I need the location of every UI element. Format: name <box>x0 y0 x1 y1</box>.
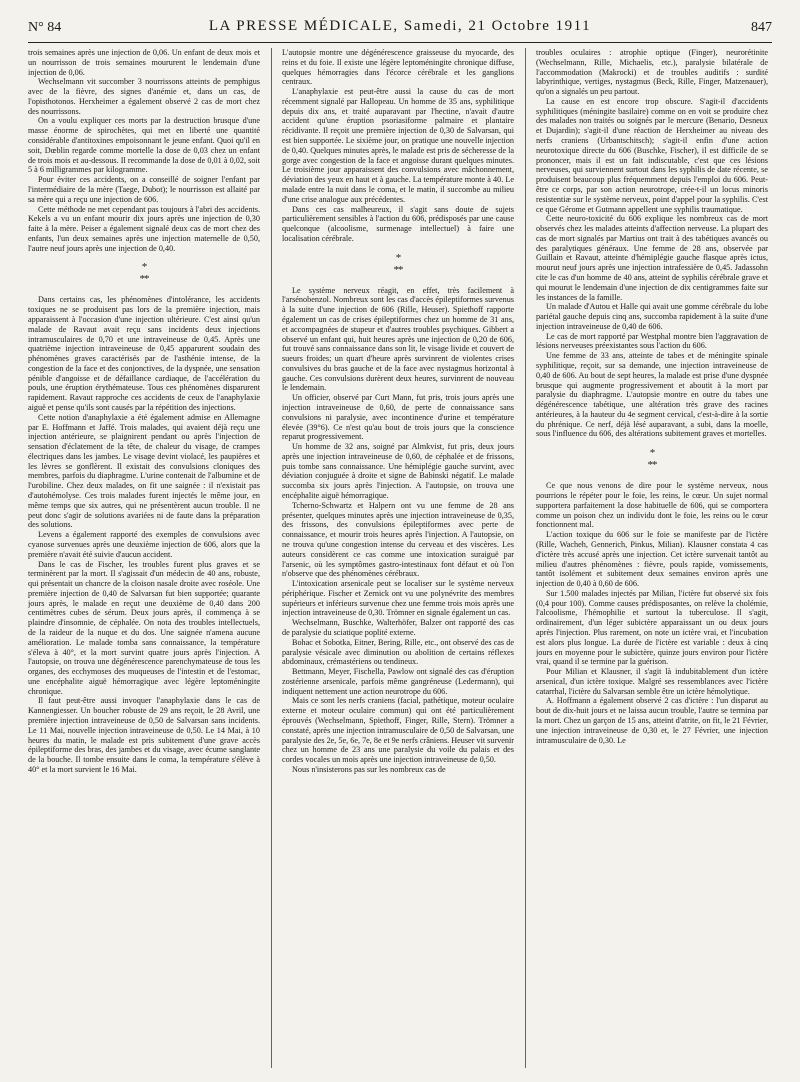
article-paragraph: Dans certains cas, les phénomènes d'intolérance, les accidents toxiques ne se produisent pas lors de la première injection, mais apparaissent à l'occasion d'une injection ultérieure. C'est ainsi qu'un malade de Ravaut avait reçu sans incidents deux injections intramusculaires de 0,70 et une intraveineuse de 0,45. Après une quatrième injection intraveineuse de 0,45 apparurent soudain des phénomènes graves caractérisés par de l'asthénie intense, de la congestion de la face et des conjonctives, de la dyspnée, une sensation pénible d'angoisse et de défaillance cardiaque, de l'accélération du pouls, une éruption érythémateuse. Tous ces phénomènes disparurent rapidement. Ravaut rapproche ces accidents de ceux de l'anaphylaxie aiguë et pense qu'ils sont causés par la répétition des injections. <box>28 295 260 412</box>
article-paragraph: Wechselmann vit succomber 3 nourrissons atteints de pemphigus avec de la fièvre, des signes d'anémie et, dans un cas, de l'opisthotonos. Herxheimer a également observé 2 cas de mort chez des nourrissons. <box>28 77 260 116</box>
article-paragraph: Mais ce sont les nerfs craniens (facial, pathétique, moteur oculaire externe et moteur oculaire commun) qui ont été particulièrement éprouvés (Wechselmann, Spiethoff, Finger, Rille, Stern). Trömner a constaté, après une injection intramusculaire de 0,50 de Salvarsan, une paralysie des 2e, 5e, 6e, 7e, 8e et 9e nerfs crâniens. Heuser vit survenir chez un homme de 23 ans une paralysie du voile du palais et des cordes vocales un mois après une injection intraveineuse de 0,50. <box>282 696 514 765</box>
asterisk-mark: * <box>141 261 147 274</box>
text-column-2 <box>282 48 514 1068</box>
article-paragraph: L'anaphylaxie est peut-être aussi la cause du cas de mort récemment signalé par Hallopeau. Un homme de 35 ans, syphilitique depuis dix ans, et traité auparavant par l'hectine, n'avait d'autre accident qu'une éruption psoriasiforme palmaire et plantaire récidivante. Il reçoit une première injection de 0,30 de Salvarsan, qui est bien supportée. Le sixième jour, on pratique une nouvelle injection de 0,40. Quelques minutes après, le malade est pris de sécheresse de la gorge avec congestion de la face et angoisse durant quelques minutes. Le troisième jour apparaissent des convulsions avec mâchonnement, déviation des yeux en haut et à gauche. La température monte à 40. Le malade entre la nuit dans le coma, et le matin, il succombe au milieu d'une crise analogue aux précédentes. <box>282 87 514 204</box>
article-paragraph: L'action toxique du 606 sur le foie se manifeste par de l'ictère (Rille, Wacheh, Gennerich, Pinkus, Milian). Klausner constata 4 cas d'ictère très accusé après une injection. Cet ictère survenait tantôt au milieu d'autres phénomènes : fièvre, pouls rapide, vomissements, tantôt isolément et subitement deux semaines environ après une injection de 0,40 à 0,60 de 606. <box>536 530 768 589</box>
article-paragraph: L'autopsie montre une dégénérescence graisseuse du myocarde, des reins et du foie. Il existe une légère leptoméningite chronique diffuse, quelques hémorragies dans l'écorce cérébrale et les ganglions centraux. <box>282 48 514 87</box>
article-paragraph: Un homme de 32 ans, soigné par Almkvist, fut pris, deux jours après une injection intraveineuse de 0,60, de céphalée et de frissons, puis tombe sans connaissance. Une hémiplégie gauche survint, avec déviation conjuguée à droite et signe de Babinski négatif. Le malade succomba six jours après l'injection. A l'autopsie, on trouva une encéphalite aiguë hémorragique. <box>282 442 514 501</box>
article-paragraph: Dans le cas de Fischer, les troubles furent plus graves et se terminèrent par la mort. Il s'agissait d'un médecin de 40 ans, robuste, qui présentait un chancre de la cloison nasale droite avec roséole. Une première injection de 0,40 de Salvarsan fut bien supportée; quarante jours après, le malade en reçut une deuxième de 0,40 dans 200 centimètres cubes de sérum. Deux jours après, il commença à se plaindre d'insomnie, de céphalée. On nota des troubles intellectuels, de la raideur de la nuque et du dos. Une saignée n'amena aucune amélioration. Le malade tomba sans connaissance, la température s'éleva à 40°, et la mort survint quatre jours après l'injection. A l'autopsie, on trouva une dégénérescence parenchymateuse de tous les organes, des ecchymoses des muqueuses de l'intestin et de l'estomac, une encéphalite aiguë hémorragique avec légère leptoméningite chronique. <box>28 559 260 696</box>
article-paragraph: Le cas de mort rapporté par Westphal montre bien l'aggravation de lésions nerveuses préexistantes sous l'action du 606. <box>536 331 768 351</box>
text-column-3 <box>536 48 768 1068</box>
article-paragraph: Cette notion d'anaphylaxie a été également admise en Allemagne par E. Hoffmann et Jaffé. Trois malades, qui avaient déjà reçu une injection antérieure, se plaignirent pendant ou après l'injection de sensation d'éclatement de la tête, de chaleur du visage, de crampes électriques dans les jambes. Le visage devint violacé, les paupières et les lèvres se gonflèrent. Il existait des convulsions cloniques des membres, parfois du diaphragme. L'urine contenait de l'albumine et de l'urobiline. Chez deux malades, on fit une saignée : il n'existait pas d'autohémolyse. Ces trois malades furent injectés le même jour, en même temps que six autres, qui ne présentèrent aucun trouble. Il ne peut donc s'agir de solutions avariées ni de faute dans la préparation des solutions. <box>28 412 260 530</box>
asterisk-mark: ** <box>647 459 657 472</box>
article-paragraph: Sur 1.500 malades injectés par Milian, l'ictère fut observé six fois (0,4 pour 100). Comme causes prédisposantes, on relève la cholémie, l'alcoolisme, l'hémophilie et surtout la tuberculose. Il s'agit, ordinairement, d'un léger subictère apparaissant un ou deux jours après l'injection. Plus rarement, on note un ictère vrai, et l'incubation est alors plus longue. La durée de l'ictère est variable : deux à cinq jours en moyenne pour le subictère, quinze jours environ pour l'ictère vrai, quand il se termine par la guérison. <box>536 588 768 667</box>
asterisk-mark: * <box>395 251 401 264</box>
column-divider <box>271 48 272 1068</box>
article-paragraph: Un officier, observé par Curt Mann, fut pris, trois jours après une injection intraveineuse de 0,60, de perte de connaissance sans convulsions ni paralysie, avec incontinence d'urine et température élevée (39°6). Ce n'est qu'au bout de trois jours que la conscience reparut progressivement. <box>282 393 514 442</box>
issue-number: N° 84 <box>28 20 62 35</box>
page-header <box>28 18 772 42</box>
article-paragraph: A. Hoffmann a également observé 2 cas d'ictère : l'un disparut au bout de dix-huit jours et ne laissa aucun trouble, l'autre se termina par la mort. Chez un garçon de 15 ans, atteint d'atrite, on fit, le 21 Février, une injection intraveineuse de 0,30 et, le 27 Février, une injection intramusculaire de 0,30. Le <box>536 696 768 745</box>
article-paragraph: Tcherno-Schwartz et Halpern ont vu une femme de 28 ans présenter, quelques minutes après une injection intraveineuse de 0,35, des frissons, des convulsions épileptiformes avec perte de connaissance, et mourir trois heures après l'injection. A l'autopsie, on ne trouva qu'une congestion intense du cerveau et des viscères. Les auteurs considèrent ce cas comme une intoxication suraiguë par l'arsenic, où les symptômes gastro-intestinaux font défaut et où l'on n'observe que des phénomènes cérébraux. <box>282 500 514 579</box>
newspaper-page <box>28 18 772 1070</box>
article-paragraph: Bettmann, Meyer, Fischella, Pawlow ont signalé des cas d'éruption zostérienne arsenicale, parfois même gangréneuse (Ledermann), qui indiquent nettement une action neurotrope du 606. <box>282 667 514 696</box>
header-rule <box>28 42 772 43</box>
asterisk-mark: ** <box>139 273 149 286</box>
article-paragraph: Cette neuro-toxicité du 606 explique les nombreux cas de mort observés chez les malades atteints d'affection nerveuse. La plupart des cas de mort signalés par Martius ont trait à des tabétiques avancés ou des paralytiques généraux. Une femme de 28 ans, observée par Guillain et Ravaut, atteinte d'hémiplégie gauche flasque après ictus, mourut neuf jours après une injection intrafessière de 0,45. Jadassohn cite le cas d'un homme de 40 ans, atteint de syphilis cérébrale grave et qui mourut le lendemain d'une injection de dix centigrammes faite sur les instances de la famille. <box>536 214 768 302</box>
column-divider <box>525 48 526 1068</box>
section-separator-asterisks <box>28 261 260 285</box>
article-paragraph: Cette méthode ne met cependant pas toujours à l'abri des accidents. Kekels a vu un enfant mourir dix jours après une injection de 0,30 faite à la mère. Peiser a également signalé deux cas de mort chez des enfants, l'un deux semaines après une injection maternelle de 0,50, l'autre neuf jours après une injection de 0,40. <box>28 204 260 253</box>
article-paragraph: Bohac et Sobotka, Eitner, Bering, Rille, etc., ont observé des cas de paralysie vésicale avec diminution ou abolition de certains réflexes abdominaux, crémastériens ou tendineux. <box>282 637 514 667</box>
article-paragraph: Nous n'insisterons pas sur les nombreux cas de <box>292 764 446 774</box>
page-number: 847 <box>751 20 772 35</box>
section-separator-asterisks <box>282 252 514 276</box>
article-paragraph: L'intoxication arsenicale peut se localiser sur le système nerveux périphérique. Fischer et Zernick ont vu une polynévrite des membres supérieurs et inférieurs survenue chez une femme trois mois après une injection intraveineuse de 0,30. Trömner en signale également un cas. <box>282 579 514 618</box>
article-paragraph: La cause en est encore trop obscure. S'agit-il d'accidents syphilitiques (méningite basilaire) comme on en voit se produire chez des malades non traités ou soignés par le mercure (Benario, Desneux et Dujardin); s'agit-il d'une réaction de Herxheimer au niveau des nerfs craniens (Urbantschitsch); s'agit-il enfin d'une action neurotoxique directe du 606 (Buschke, Fischer), il est difficile de se prononcer, mais il est un fait indiscutable, c'est que ces lésions nerveuses, qui surviennent surtout dans les syphilis de date récente, se produisent beaucoup plus fréquemment depuis l'emploi du 606. Peut-être ce corps, par son action neurotrope, crée-t-il un locus minoris resistentiæ sur le système nerveux, point d'appel pour la syphilis. C'est ce que Gérome et Gutmann appellent une syphilis traumatique. <box>536 96 768 214</box>
section-separator-asterisks <box>536 447 768 471</box>
article-paragraph: On a voulu expliquer ces morts par la destruction brusque d'une masse énorme de spirochètes, qui met en liberté une quantité considérable d'antitoxines empoisonnant le jeune enfant. Quoi qu'il en soit, Dœblin regarde comme mortelle la dose de 0,03 chez un enfant de trois mois et au-dessous. Il recommande la dose de 0,01 à 0,02, soit 5 à 6 milligrammes par kilogramme. <box>28 116 260 175</box>
article-paragraph: Un malade d'Autou et Halle qui avait une gomme cérébrale du lobe pariétal gauche depuis cinq ans, succomba rapidement à la suite d'une injection intraveineuse de 0,40 de 606. <box>536 302 768 331</box>
article-paragraph: Pour Milian et Klausner, il s'agit là indubitablement d'un ictère arsenical, d'un ictère toxique. Malgré ses ressemblances avec l'ictère catarrhal, l'ictère du Salvarsan semble être un ictère hémolytique. <box>536 667 768 696</box>
article-paragraph: Ce que nous venons de dire pour le système nerveux, nous pourrions le répéter pour le foie, les reins, le cœur. Un sujet normal supportera parfaitement la dose habituelle de 606, qui se comportera comme un poison chez un individu dont le foie, les reins ou le cœur fonctionnent mal. <box>536 481 768 530</box>
article-paragraph: trois semaines après une injection de 0,06. Un enfant de deux mois et un nourrisson de trois semaines moururent le lendemain d'une injection de 0,06. <box>28 48 260 77</box>
article-paragraph: Levens a également rapporté des exemples de convulsions avec cyanose survenues après une deuxième injection de 606, alors que la première n'avait été suivie d'aucun accident. <box>28 530 260 559</box>
article-paragraph: Pour éviter ces accidents, on a conseillé de soigner l'enfant par l'intermédiaire de la mère (Taege, Dubot); le nourrisson est allaité par sa mère qui a reçu une injection de 606. <box>28 175 260 204</box>
publication-title: LA PRESSE MÉDICALE, Samedi, 21 Octobre 1911 <box>208 18 592 34</box>
article-paragraph: Dans ces cas malheureux, il s'agit sans doute de sujets particulièrement sensibles à l'action du 606, prédisposés par une cause quelconque (alcoolisme, surmenage intellectuel) à faire une localisation cérébrale. <box>282 204 514 243</box>
article-paragraph: Le système nerveux réagit, en effet, très facilement à l'arsénobenzol. Nombreux sont les cas d'accès épileptiformes survenus à la suite d'une injection de 606 (Rille, Heuser). Spiethoff rapporte également un cas de crises épileptiformes chez un homme de 31 ans, et accompagnées de stupeur et d'autres troubles psychiques. Gibbert a observé un enfant qui, huit heures après une injection de 0,20 de 606, fut trouvé sans connaissance dans son lit, le visage livide et couvert de sueurs froides; un quart d'heure après survinrent de violentes crises convulsives du bras gauche et de la face avec nystagmus horizontal à gauche. Ces convulsions durèrent deux heures, survinrent de nouveau le lendemain. <box>282 285 514 393</box>
text-column-1 <box>28 48 260 1068</box>
article-paragraph: Une femme de 33 ans, atteinte de tabes et de méningite spinale syphilitique, reçoit, sur sa demande, une injection intraveineuse de 0,40 de 606. Au bout de sept heures, la malade est prise d'une dyspnée brusque qui augmente progressivement et aboutit à la mort par paralysie du diaphragme. L'autopsie montre en outre du tabes une dégénérescence tabétique, une altération très grave des racines antérieures, à la hauteur du 4e segment cervical, c'est-à-dire à la sortie du phrénique. Ce nerf, déjà lésé auparavant, a subi, dans la moelle, sous l'influence du 606, des altérations subitement graves et mortelles. <box>536 351 768 439</box>
asterisk-mark: ** <box>393 263 403 276</box>
article-paragraph: Il faut peut-être aussi invoquer l'anaphylaxie dans le cas de Kannengiesser. Un boucher robuste de 29 ans reçoit, le 28 Avril, une première injection intraveineuse de 0,50 de Salvarsan sans incidents. Le 11 Mai, nouvelle injection intraveineuse de 0,50. Le 14 Mai, à 10 heures du matin, le malade est pris subitement d'une grave accès épileptiforme des bras, des jambes et du visage, avec écume sanglante de la bouche. Il tombe ensuite dans le coma, la température s'élève à 40° et la mort survient le 16 Mai. <box>28 696 260 774</box>
asterisk-mark: * <box>649 447 655 460</box>
article-paragraph: troubles oculaires : atrophie optique (Finger), neurorétinite (Wechselmann, Rille, Michaelis, etc.), paralysie bilatérale de l'accommodation (Makrocki) et de troubles auditifs : surdité labyrinthique, vertiges, nystagmus (Beck, Rille, Finger, Matzenauer), qu'on a signalés un peu partout. <box>536 48 768 97</box>
article-paragraph: Wechselmann, Buschke, Walterhöfer, Balzer ont rapporté des cas de paralysie du sciatique poplité externe. <box>282 618 514 637</box>
